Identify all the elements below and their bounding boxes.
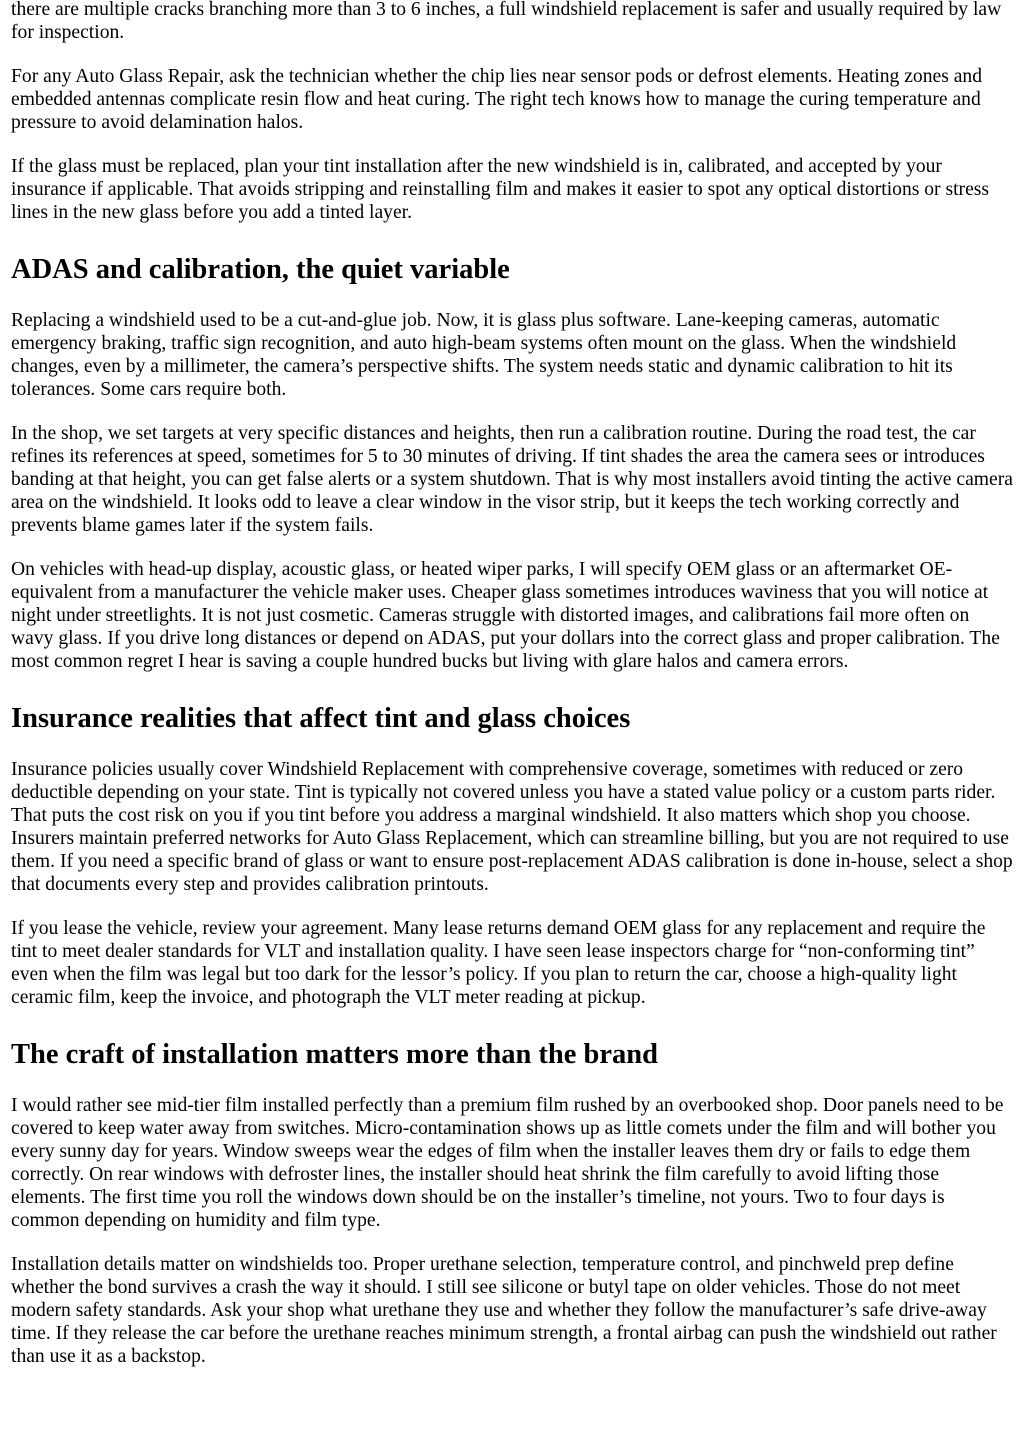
- section-heading: Insurance realities that affect tint and glass choices: [11, 703, 631, 734]
- section-paragraph: If you lease the vehicle, review your agreement. Many lease returns demand OEM glass for any replacement and require the tint to meet dealer standards for VLT and installation quality. I have seen lease inspectors charge for “non-conforming tint” even when the film was legal but too dark for the lessor’s policy. If you plan to return the car, choose a high-quality light ceramic film, keep the invoice, and photograph the VLT meter reading at pickup.: [11, 918, 986, 1008]
- section-paragraph: Installation details matter on windshields too. Proper urethane selection, temperature control, and pinchweld prep define whether the bond survives a crash the way it should. I still see silicone or butyl tape on older vehicles. Those do not meet modern safety standards. Ask your shop what urethane they use and whether they follow the manufacturer’s safe drive-away time. If they release the car before the urethane reaches minimum strength, a frontal airbag can push the windshield out rather than use it as a backstop.: [11, 1254, 997, 1367]
- section-insurance-realities: [11, 702, 1014, 1009]
- section-paragraph: On vehicles with head-up display, acoustic glass, or heated wiper parks, I will specify OEM glass or an aftermarket OE-equivalent from a manufacturer the vehicle maker uses. Cheaper glass sometimes introduces waviness that you will notice at night under streetlights. It is not just cosmetic. Cameras struggle with distorted images, and calibrations fail more often on wavy glass. If you drive long distances or depend on ADAS, put your dollars into the correct glass and proper calibration. The most common regret I hear is saving a couple hundred bucks but living with glare halos and camera errors.: [11, 559, 1000, 672]
- intro-paragraph-2: For any Auto Glass Repair, ask the technician whether the chip lies near sensor pods or defrost elements. Heating zones and embedded antennas complicate resin flow and heat curing. The right tech knows how to manage the curing temperature and pressure to avoid delamination halos.: [11, 66, 983, 133]
- intro-paragraph-3: If the glass must be replaced, plan your tint installation after the new windshield is in, calibrated, and accepted by your insurance if applicable. That avoids stripping and reinstalling film and makes it easier to spot any optical distortions or stress lines in the new glass before you add a tinted layer.: [11, 156, 990, 223]
- section-paragraph: Insurance policies usually cover Windshield Replacement with comprehensive coverage, sometimes with reduced or zero deductible depending on your state. Tint is typically not covered unless you have a stated value policy or a custom parts rider. That puts the cost risk on you if you tint before you address a marginal windshield. It also matters which shop you choose. Insurers maintain preferred networks for Auto Glass Replacement, which can streamline billing, but you are not required to use them. If you need a specific brand of glass or want to ensure post-replacement ADAS calibration is done in-house, select a shop that documents every step and provides calibration printouts.: [11, 759, 1013, 895]
- section-paragraph: In the shop, we set targets at very specific distances and heights, then run a calibration routine. During the road test, the car refines its references at speed, sometimes for 5 to 30 minutes of driving. If tint shades the area the camera sees or introduces banding at that height, you can get false alerts or a system shutdown. That is why most installers avoid tinting the active camera area on the windshield. It looks odd to leave a clear window in the visor strip, but it keeps the tech working correctly and prevents blame games later if the system fails.: [11, 423, 1013, 536]
- section-adas-calibration: [11, 253, 1014, 673]
- section-paragraph: I would rather see mid-tier film installed perfectly than a premium film rushed by an overbooked shop. Door panels need to be covered to keep water away from switches. Micro-contamination shows up as little comets under the film and will bother you every sunny day for years. Window sweeps wear the edges of film when the installer leaves them dry or fails to edge them correctly. On rear windows with defroster lines, the installer should heat shrink the film carefully to avoid lifting those elements. The first time you roll the windows down should be on the installer’s timeline, not yours. Two to four days is common depending on humidity and film type.: [11, 1095, 1004, 1231]
- section-heading: ADAS and calibration, the quiet variable: [11, 254, 510, 285]
- intro-paragraph-1: there are multiple cracks branching more than 3 to 6 inches, a full windshield replacement is safer and usually required by law for inspection.: [11, 0, 1002, 43]
- section-craft-of-installation: [11, 1038, 1014, 1368]
- section-paragraph: Replacing a windshield used to be a cut-and-glue job. Now, it is glass plus software. Lane-keeping cameras, automatic emergency braking, traffic sign recognition, and auto high-beam systems often mount on the glass. When the windshield changes, even by a millimeter, the camera’s perspective shifts. The system needs static and dynamic calibration to hit its tolerances. Some cars require both.: [11, 310, 957, 400]
- section-heading: The craft of installation matters more than the brand: [11, 1039, 658, 1070]
